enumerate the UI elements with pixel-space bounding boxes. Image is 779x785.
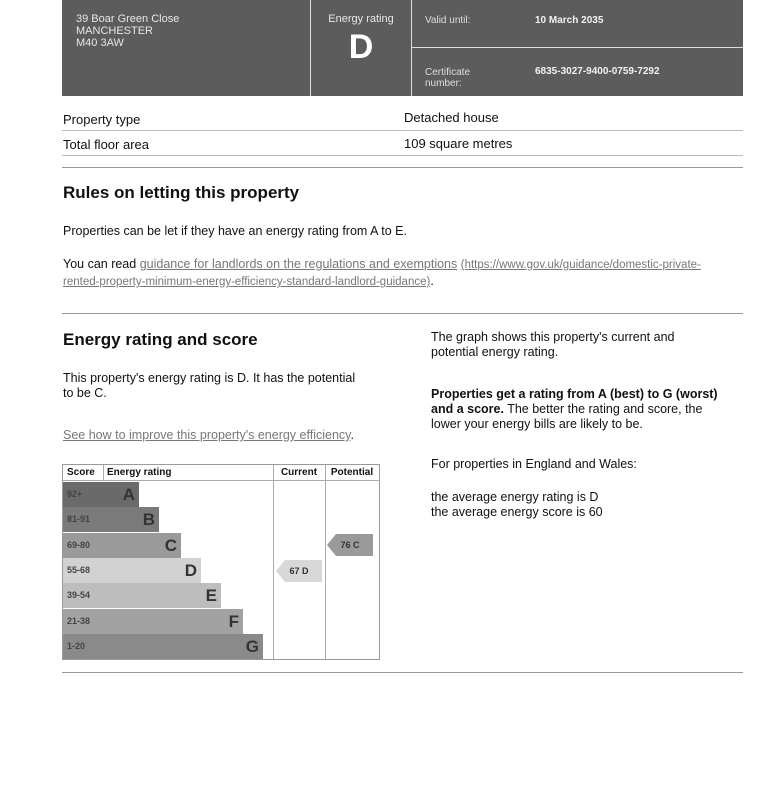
- score-column-header: Score: [67, 467, 95, 478]
- energy-rating-column-header: Energy rating: [107, 467, 172, 478]
- energy-rating-graph: [62, 464, 380, 660]
- rating-scale-rest-2: The better the rating and score, the: [503, 402, 703, 416]
- floor-area-label: Total floor area: [63, 137, 149, 152]
- energy-rating-label: Energy rating: [328, 13, 394, 25]
- certificate-number-label: [425, 67, 470, 89]
- band-score-range: 81-91: [67, 514, 91, 525]
- section-divider: [62, 167, 743, 168]
- england-wales-label: For properties in England and Wales:: [431, 457, 637, 471]
- certificate-label-line-2: number:: [425, 78, 462, 89]
- graph-explanation-line-2: potential energy rating.: [431, 345, 559, 359]
- address-line-1: 39 Boar Green Close: [76, 13, 180, 25]
- valid-until-label: Valid until:: [425, 15, 471, 26]
- band-letter: C: [164, 535, 177, 555]
- certificate-number: 6835-3027-9400-0759-7292: [535, 66, 660, 77]
- graph-column-divider: [103, 465, 104, 481]
- rating-band-e: [63, 583, 221, 608]
- band-score-range: 39-54: [67, 590, 91, 601]
- band-score-range: 21-38: [67, 615, 91, 626]
- current-rating-arrow-label: 67 D: [289, 565, 309, 576]
- divider: [62, 155, 743, 156]
- band-score-range: 69-80: [67, 539, 91, 550]
- band-letter: G: [245, 636, 259, 656]
- address-line-2: MANCHESTER: [76, 25, 154, 37]
- rating-description: [63, 371, 355, 401]
- landlord-guidance-url-1[interactable]: (https://www.gov.uk/guidance/domestic-private-: [460, 259, 701, 271]
- graph-explanation-line-1: The graph shows this property's current and: [431, 330, 675, 344]
- header-divider: [412, 47, 743, 48]
- valid-until-date: 10 March 2035: [535, 15, 604, 26]
- improve-efficiency-link[interactable]: See how to improve this property's energy efficiency: [63, 428, 351, 442]
- header-divider: [411, 0, 412, 96]
- band-score-range: 1-20: [67, 640, 86, 651]
- potential-rating-arrow-label: 76 C: [340, 540, 360, 551]
- band-letter: A: [122, 485, 135, 504]
- graph-header-divider: [63, 480, 379, 481]
- potential-rating-arrow: [327, 534, 373, 556]
- rating-scale-line-2: [431, 402, 718, 417]
- rating-band-f: [63, 609, 243, 634]
- property-type-label: Property type: [63, 112, 141, 127]
- average-score: the average energy score is 60: [431, 505, 603, 519]
- energy-rating-heading: Energy rating and score: [63, 330, 258, 349]
- rating-band-d: [63, 558, 201, 583]
- header-divider: [310, 0, 311, 96]
- current-column-header: Current: [280, 467, 318, 478]
- current-rating-arrow: [276, 560, 322, 582]
- average-rating: the average energy rating is D: [431, 490, 599, 504]
- divider: [62, 130, 743, 131]
- section-divider: [62, 313, 743, 314]
- address-line-3: M40 3AW: [76, 37, 124, 49]
- band-letter: B: [142, 510, 155, 530]
- property-type-value: Detached house: [404, 110, 499, 125]
- guidance-suffix: .: [430, 274, 434, 288]
- rating-scale-explanation: [431, 387, 718, 432]
- energy-rating-letter: D: [348, 28, 374, 66]
- improve-suffix: .: [350, 428, 354, 442]
- rating-scale-line-3: lower your energy bills are likely to be.: [431, 417, 643, 431]
- rating-scale-bold-line: Properties get a rating from A (best) to G (worst): [431, 387, 718, 401]
- rating-description-line-2: to be C.: [63, 386, 107, 400]
- graph-column-divider: [273, 465, 274, 659]
- rating-scale-bold-2: and a score.: [431, 402, 504, 416]
- rating-description-line-1: This property's energy rating is D. It has the potential: [63, 371, 356, 385]
- letting-rules-text: Properties can be let if they have an energy rating from A to E.: [63, 224, 407, 238]
- landlord-guidance-url-2[interactable]: rented-property-minimum-energy-efficiency-standard-landlord-guidance): [63, 276, 431, 288]
- band-letter: E: [205, 586, 217, 606]
- letting-rules-heading: Rules on letting this property: [63, 183, 300, 202]
- band-letter: F: [228, 611, 239, 631]
- property-address: [76, 13, 179, 49]
- rating-band-b: [63, 507, 159, 532]
- landlord-guidance-link[interactable]: guidance for landlords on the regulations and exemptions: [139, 257, 458, 271]
- guidance-prefix: You can read: [63, 257, 140, 271]
- improve-paragraph: [63, 428, 354, 443]
- band-letter: D: [184, 560, 197, 580]
- band-score-range: 55-68: [67, 564, 91, 575]
- graph-explanation: [431, 330, 674, 360]
- average-info: [431, 490, 603, 520]
- section-divider: [62, 672, 743, 673]
- floor-area-value: 109 square metres: [404, 136, 513, 151]
- graph-column-divider: [325, 465, 326, 659]
- rating-band-g: [63, 634, 263, 659]
- rating-band-c: [63, 533, 181, 558]
- band-score-range: 92+: [67, 489, 83, 499]
- potential-column-header: Potential: [330, 467, 374, 478]
- certificate-label-line-1: Certificate: [425, 67, 471, 78]
- rating-band-a: [63, 482, 139, 507]
- certificate-header: [62, 0, 743, 96]
- landlord-guidance-paragraph: [63, 256, 753, 290]
